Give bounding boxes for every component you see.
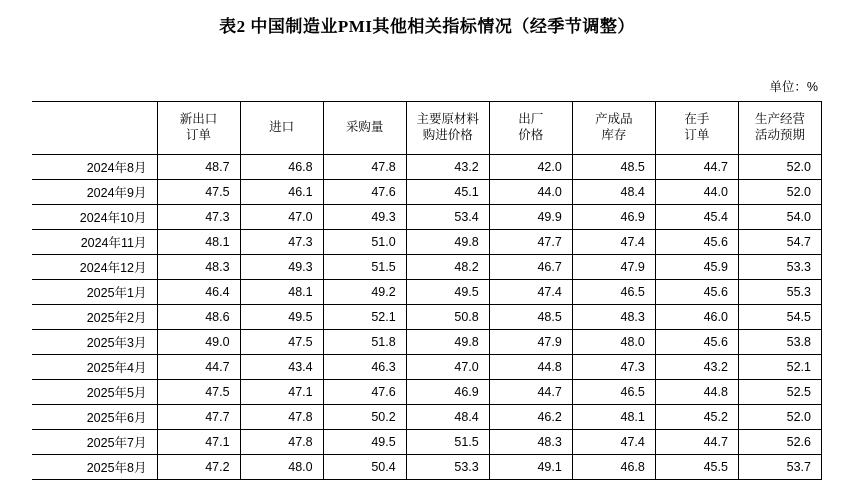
cell-value: 52.0	[738, 155, 821, 180]
cell-value: 52.6	[738, 430, 821, 455]
cell-value: 49.2	[323, 280, 406, 305]
cell-value: 45.4	[655, 205, 738, 230]
cell-value: 45.6	[655, 330, 738, 355]
cell-value: 46.7	[489, 255, 572, 280]
column-header-line-1: 采购量	[345, 120, 384, 135]
table-body	[32, 155, 822, 480]
cell-value: 49.3	[323, 205, 406, 230]
cell-value: 46.1	[240, 180, 323, 205]
cell-value: 47.4	[489, 280, 572, 305]
column-header-line-1: 在手	[684, 112, 710, 127]
cell-value: 45.6	[655, 280, 738, 305]
cell-value: 49.0	[157, 330, 240, 355]
cell-value: 52.1	[738, 355, 821, 380]
cell-value: 46.8	[572, 455, 655, 480]
cell-value: 48.3	[157, 255, 240, 280]
cell-value: 46.8	[240, 155, 323, 180]
cell-value: 46.9	[572, 205, 655, 230]
cell-value: 48.1	[157, 230, 240, 255]
cell-value: 48.6	[157, 305, 240, 330]
row-label: 2025年5月	[32, 380, 157, 405]
cell-value: 48.5	[489, 305, 572, 330]
cell-value: 54.7	[738, 230, 821, 255]
row-label: 2024年12月	[32, 255, 157, 280]
cell-value: 52.5	[738, 380, 821, 405]
cell-value: 45.6	[655, 230, 738, 255]
cell-value: 48.4	[406, 405, 489, 430]
cell-value: 55.3	[738, 280, 821, 305]
table-row	[32, 230, 822, 255]
cell-value: 47.3	[157, 205, 240, 230]
table-row	[32, 180, 822, 205]
cell-value: 49.8	[406, 330, 489, 355]
document-page	[0, 12, 854, 479]
cell-value: 53.4	[406, 205, 489, 230]
cell-value: 48.1	[572, 405, 655, 430]
cell-value: 54.0	[738, 205, 821, 230]
cell-value: 52.0	[738, 405, 821, 430]
cell-value: 43.4	[240, 355, 323, 380]
cell-value: 53.3	[406, 455, 489, 480]
cell-value: 47.0	[240, 205, 323, 230]
cell-value: 47.6	[323, 180, 406, 205]
table-row	[32, 330, 822, 355]
cell-value: 47.8	[240, 405, 323, 430]
cell-value: 47.7	[489, 230, 572, 255]
table-row	[32, 455, 822, 480]
cell-value: 50.8	[406, 305, 489, 330]
table-row	[32, 380, 822, 405]
cell-value: 43.2	[406, 155, 489, 180]
cell-value: 48.0	[572, 330, 655, 355]
column-header-line-1: 进口	[269, 120, 295, 135]
cell-value: 49.9	[489, 205, 572, 230]
column-header-finished-goods-inventory	[572, 102, 655, 155]
cell-value: 51.5	[406, 430, 489, 455]
cell-value: 53.3	[738, 255, 821, 280]
column-header-line-2: 购进价格	[422, 128, 473, 142]
row-label: 2025年2月	[32, 305, 157, 330]
column-header-business-expectations	[738, 102, 821, 155]
cell-value: 46.9	[406, 380, 489, 405]
cell-value: 44.7	[655, 155, 738, 180]
table-row	[32, 405, 822, 430]
cell-value: 49.5	[240, 305, 323, 330]
table-row	[32, 430, 822, 455]
cell-value: 50.4	[323, 455, 406, 480]
cell-value: 53.8	[738, 330, 821, 355]
table-header-row	[32, 102, 822, 155]
column-header-imports	[240, 102, 323, 155]
row-label: 2025年3月	[32, 330, 157, 355]
column-header-line-1: 产成品	[595, 112, 633, 127]
cell-value: 47.7	[157, 405, 240, 430]
cell-value: 49.5	[406, 280, 489, 305]
cell-value: 48.1	[240, 280, 323, 305]
cell-value: 44.8	[489, 355, 572, 380]
cell-value: 48.7	[157, 155, 240, 180]
column-header-line-1: 生产经营	[754, 112, 805, 127]
cell-value: 47.5	[157, 380, 240, 405]
cell-value: 47.2	[157, 455, 240, 480]
table-header	[32, 102, 822, 155]
cell-value: 49.1	[489, 455, 572, 480]
cell-value: 44.0	[489, 180, 572, 205]
cell-value: 47.0	[406, 355, 489, 380]
cell-value: 47.8	[240, 430, 323, 455]
cell-value: 45.5	[655, 455, 738, 480]
cell-value: 46.3	[323, 355, 406, 380]
cell-value: 44.7	[489, 380, 572, 405]
table-row	[32, 280, 822, 305]
cell-value: 48.4	[572, 180, 655, 205]
cell-value: 51.5	[323, 255, 406, 280]
cell-value: 48.3	[572, 305, 655, 330]
column-header-line-2: 价格	[518, 128, 544, 142]
cell-value: 47.4	[572, 230, 655, 255]
row-label: 2025年1月	[32, 280, 157, 305]
cell-value: 47.5	[240, 330, 323, 355]
row-label: 2025年7月	[32, 430, 157, 455]
column-header-new-export-orders	[157, 102, 240, 155]
cell-value: 48.5	[572, 155, 655, 180]
cell-value: 51.0	[323, 230, 406, 255]
table-row	[32, 305, 822, 330]
row-label: 2024年10月	[32, 205, 157, 230]
row-label: 2024年8月	[32, 155, 157, 180]
cell-value: 42.0	[489, 155, 572, 180]
cell-value: 46.4	[157, 280, 240, 305]
cell-value: 49.5	[323, 430, 406, 455]
cell-value: 45.2	[655, 405, 738, 430]
cell-value: 46.2	[489, 405, 572, 430]
cell-value: 49.3	[240, 255, 323, 280]
cell-value: 44.7	[157, 355, 240, 380]
cell-value: 44.8	[655, 380, 738, 405]
column-header-line-2: 订单	[186, 128, 212, 142]
row-label: 2025年8月	[32, 455, 157, 480]
cell-value: 50.2	[323, 405, 406, 430]
column-header-line-2: 订单	[684, 128, 710, 142]
cell-value: 52.1	[323, 305, 406, 330]
cell-value: 43.2	[655, 355, 738, 380]
row-label: 2025年4月	[32, 355, 157, 380]
table-row	[32, 355, 822, 380]
cell-value: 48.2	[406, 255, 489, 280]
cell-value: 44.0	[655, 180, 738, 205]
column-header-input-prices	[406, 102, 489, 155]
cell-value: 47.1	[240, 380, 323, 405]
column-header-line-1: 出厂	[518, 112, 544, 127]
cell-value: 47.9	[572, 255, 655, 280]
pmi-indicators-table	[32, 101, 822, 480]
row-label: 2024年9月	[32, 180, 157, 205]
column-header-output-prices	[489, 102, 572, 155]
cell-value: 45.9	[655, 255, 738, 280]
cell-value: 46.0	[655, 305, 738, 330]
cell-value: 47.3	[240, 230, 323, 255]
table-corner-cell	[32, 102, 157, 155]
cell-value: 46.5	[572, 280, 655, 305]
cell-value: 47.3	[572, 355, 655, 380]
column-header-backlog-orders	[655, 102, 738, 155]
cell-value: 47.4	[572, 430, 655, 455]
cell-value: 47.5	[157, 180, 240, 205]
cell-value: 47.1	[157, 430, 240, 455]
table-row	[32, 255, 822, 280]
column-header-purchase-volume	[323, 102, 406, 155]
cell-value: 47.6	[323, 380, 406, 405]
column-header-line-1: 主要原材料	[416, 112, 479, 127]
cell-value: 49.8	[406, 230, 489, 255]
page-title: 表2 中国制造业PMI其他相关指标情况（经季节调整）	[219, 17, 635, 36]
column-header-line-2: 库存	[601, 128, 627, 142]
cell-value: 48.3	[489, 430, 572, 455]
cell-value: 53.7	[738, 455, 821, 480]
row-label: 2025年6月	[32, 405, 157, 430]
cell-value: 47.8	[323, 155, 406, 180]
column-header-line-1: 新出口	[179, 112, 218, 127]
table-container	[32, 101, 822, 480]
table-row	[32, 155, 822, 180]
cell-value: 52.0	[738, 180, 821, 205]
cell-value: 47.9	[489, 330, 572, 355]
unit-note: 单位：%	[769, 80, 818, 94]
table-row	[32, 205, 822, 230]
cell-value: 46.5	[572, 380, 655, 405]
cell-value: 54.5	[738, 305, 821, 330]
cell-value: 51.8	[323, 330, 406, 355]
row-label: 2024年11月	[32, 230, 157, 255]
cell-value: 48.0	[240, 455, 323, 480]
column-header-line-2: 活动预期	[754, 128, 805, 142]
cell-value: 44.7	[655, 430, 738, 455]
cell-value: 45.1	[406, 180, 489, 205]
